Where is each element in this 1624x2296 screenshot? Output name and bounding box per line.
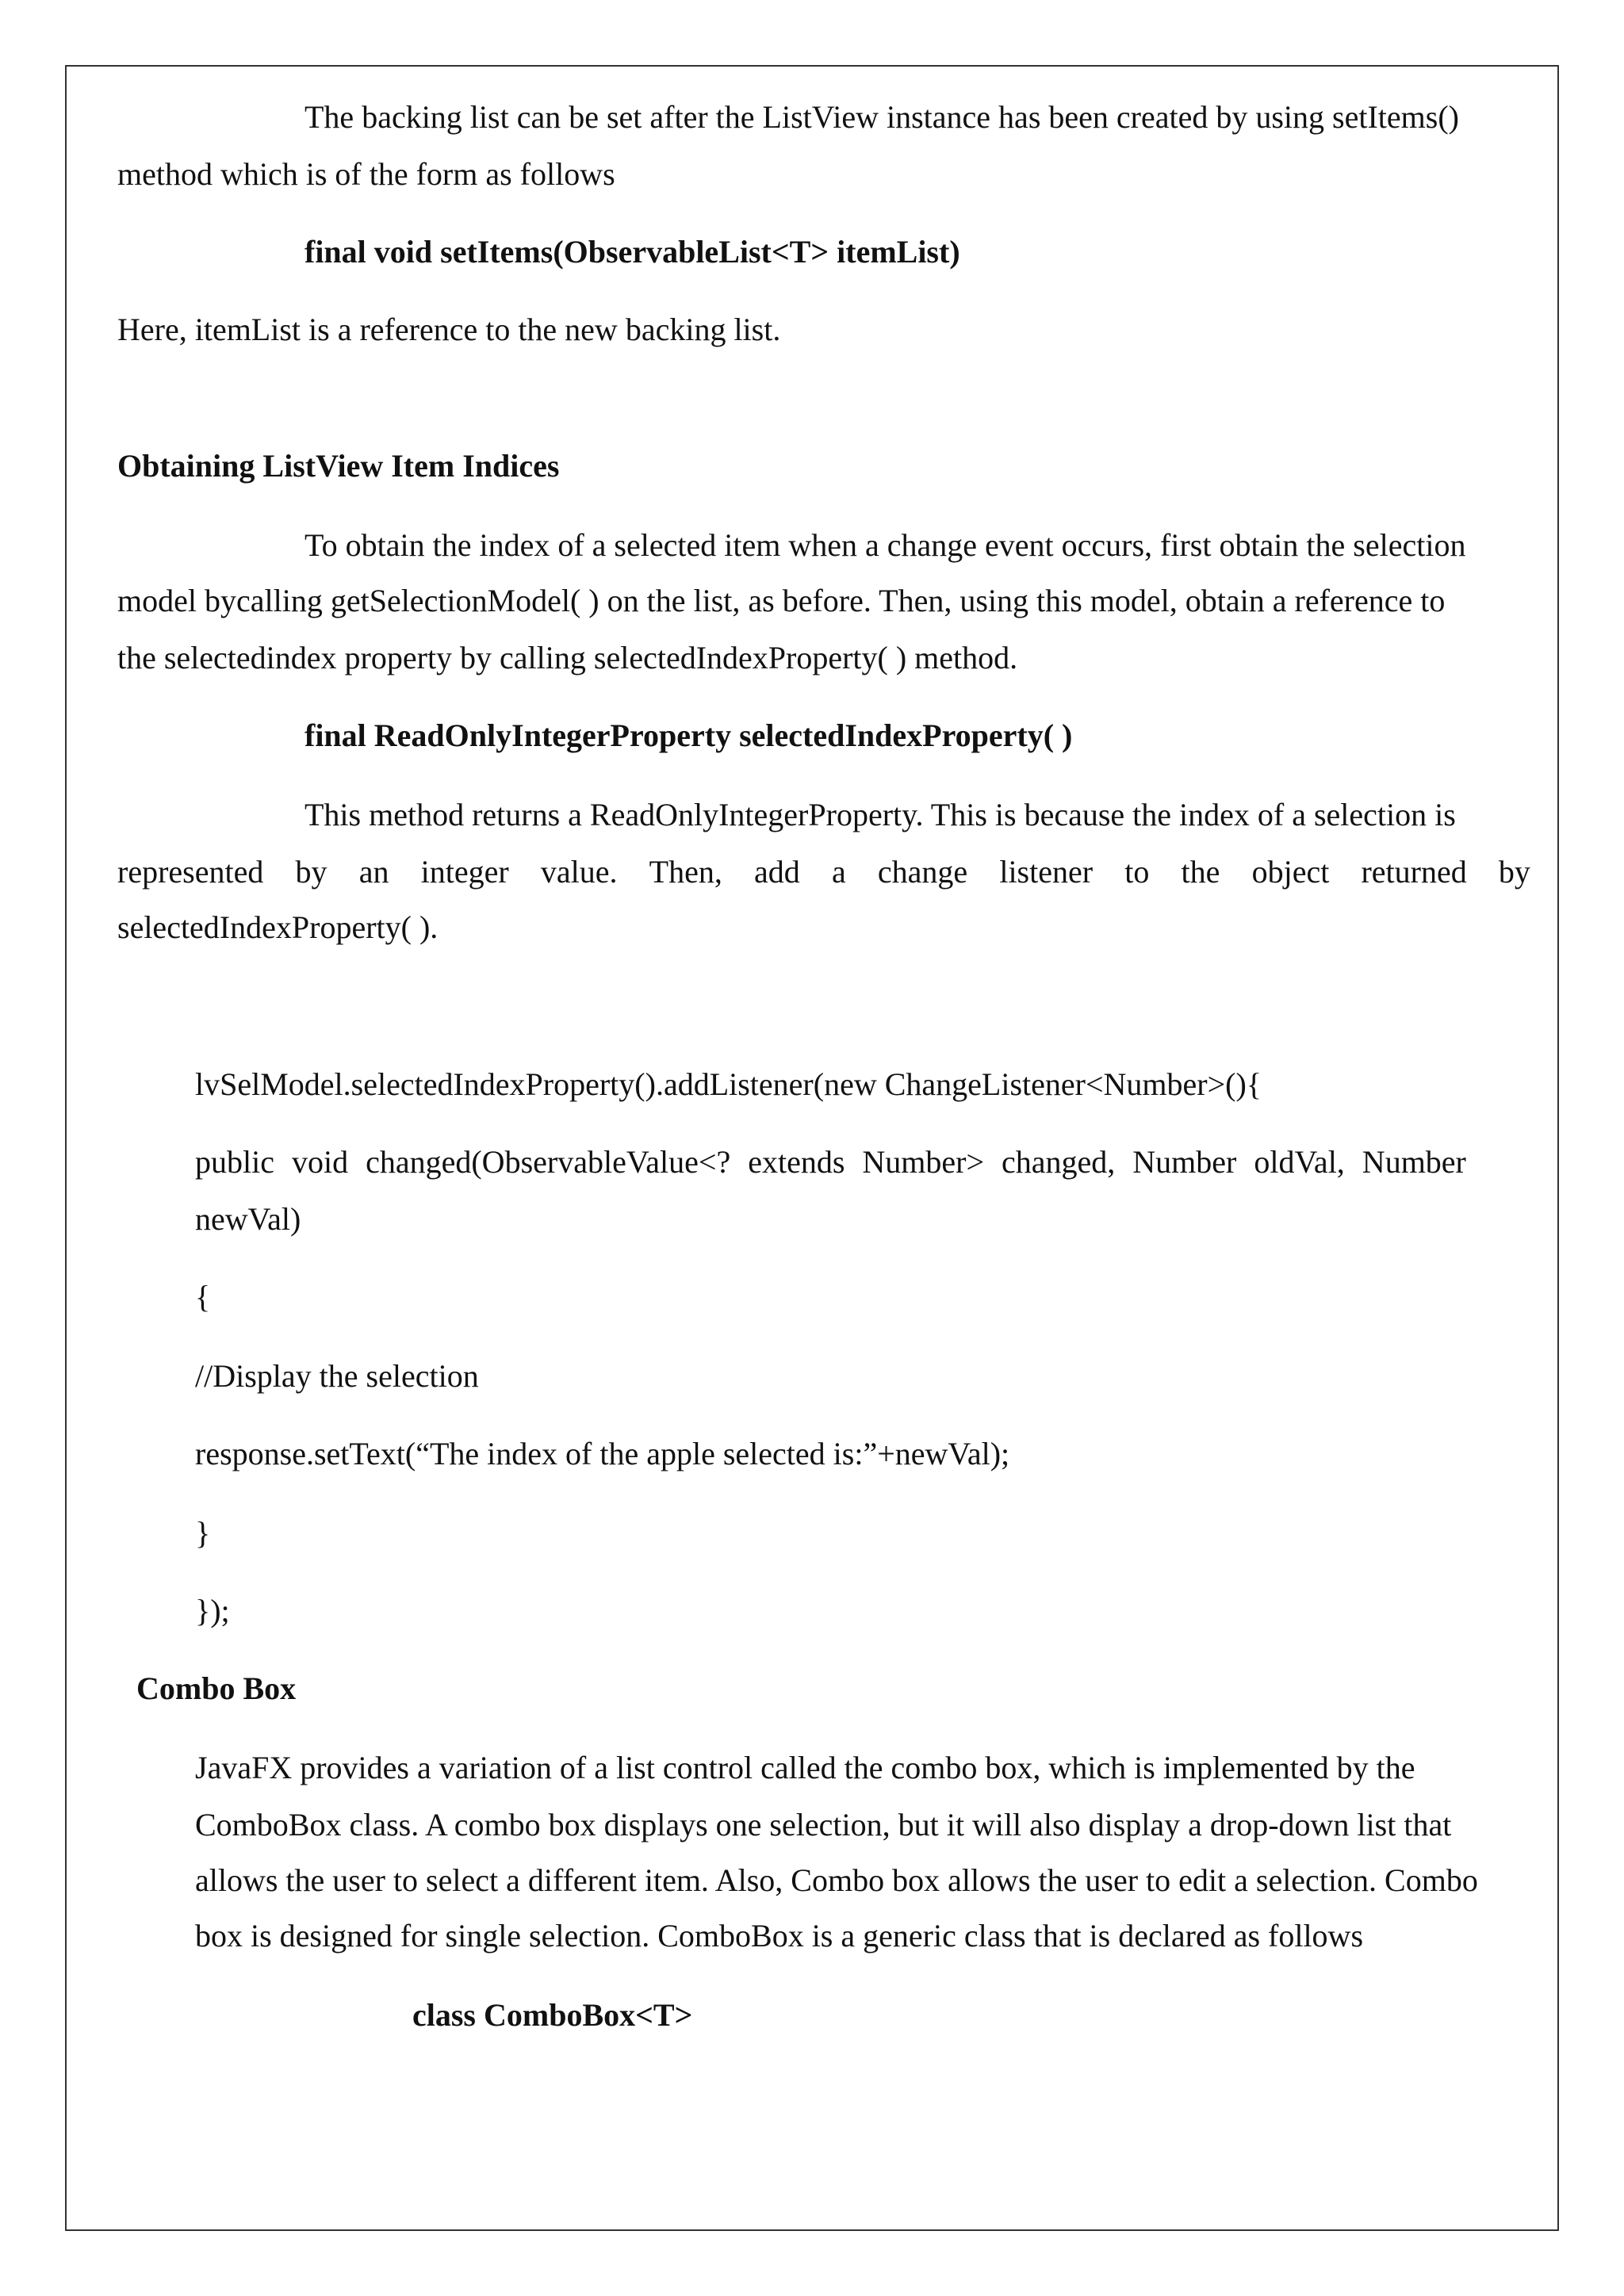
para-indices-line2: model bycalling getSelectionModel( ) on the list, as before. Then, using this model, obtain a reference to: [117, 583, 1446, 618]
section-heading-indices: Obtaining ListView Item Indices: [117, 448, 560, 484]
justified-word: add: [754, 854, 800, 890]
code-line-close-all: });: [195, 1593, 230, 1628]
justified-word: an: [358, 854, 389, 890]
justified-word: value.: [540, 854, 618, 890]
setitems-signature: final void setItems(ObservableList<T> itemList): [304, 234, 960, 270]
para-returns-line3: selectedIndexProperty( ).: [117, 909, 439, 945]
para-combobox-line1: JavaFX provides a variation of a list control called the combo box, which is implemented by the: [195, 1750, 1415, 1785]
para-setitems-line2: method which is of the form as follows: [117, 156, 615, 192]
justified-word: listener: [999, 854, 1094, 890]
justified-word: to: [1124, 854, 1150, 890]
code-line-close-brace: }: [195, 1515, 211, 1551]
justified-word: Then,: [649, 854, 722, 890]
para-combobox-line2: ComboBox class. A combo box displays one selection, but it will also display a drop-down list that: [195, 1807, 1452, 1843]
justified-word: change: [877, 854, 968, 890]
para-setitems-line1: The backing list can be set after the ListView instance has been created by using setItems(): [304, 99, 1459, 135]
code-line-addlistener: lvSelModel.selectedIndexProperty().addListener(new ChangeListener<Number>(){: [195, 1066, 1262, 1102]
para-indices-line1: To obtain the index of a selected item when a change event occurs, first obtain the selection: [304, 527, 1466, 563]
para-combobox-line3: allows the user to select a different item. Also, Combo box allows the user to edit a selection. Combo: [195, 1862, 1478, 1898]
justified-word: represented: [117, 854, 264, 890]
para-returns-line1: This method returns a ReadOnlyIntegerProperty. This is because the index of a selection is: [304, 797, 1456, 832]
code-line-open-brace: {: [195, 1279, 211, 1314]
section-heading-combobox: Combo Box: [136, 1670, 297, 1706]
code-line-newval: newVal): [195, 1201, 301, 1237]
para-indices-line3: the selectedindex property by calling selectedIndexProperty( ) method.: [117, 640, 1018, 675]
code-line-comment: //Display the selection: [195, 1358, 479, 1394]
justified-word: by: [1498, 854, 1530, 890]
para-returns-line2: [117, 853, 1530, 891]
justified-word: a: [831, 854, 846, 890]
justified-word: the: [1181, 854, 1220, 890]
justified-word: by: [295, 854, 327, 890]
justified-word: object: [1251, 854, 1330, 890]
code-line-settext: response.setText(“The index of the apple selected is:”+newVal);: [195, 1436, 1010, 1471]
selectedindex-signature: final ReadOnlyIntegerProperty selectedIndexProperty( ): [304, 718, 1073, 753]
para-combobox-line4: box is designed for single selection. ComboBox is a generic class that is declared as follows: [195, 1918, 1364, 1954]
justified-word: returned: [1361, 854, 1467, 890]
combobox-declaration: class ComboBox<T>: [412, 1997, 693, 2033]
code-line-changed: public void changed(ObservableValue<? extends Number> changed, Number oldVal, Number: [195, 1144, 1466, 1180]
justified-word: integer: [420, 854, 509, 890]
itemlist-note: Here, itemList is a reference to the new backing list.: [117, 312, 781, 347]
